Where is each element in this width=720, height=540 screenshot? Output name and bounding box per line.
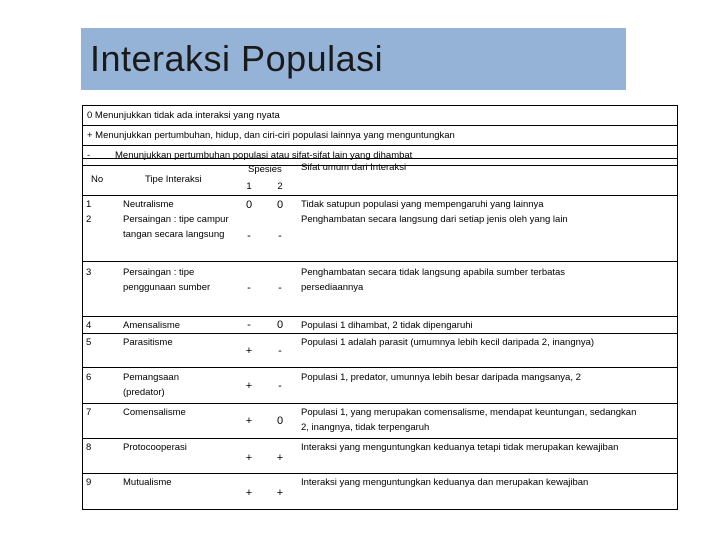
row-tipe: Persaingan : tipe campur tangan secara langsung: [123, 214, 229, 240]
legend-row-plus: [83, 126, 677, 146]
row-species-2: -: [278, 380, 282, 392]
row-tipe: Pemangsaan (predator): [123, 372, 179, 398]
row-species-2: 0: [276, 319, 284, 331]
row-sifat: Tidak satupun populasi yang mempengaruhi yang lainnya: [301, 199, 544, 210]
row-divider: [83, 333, 677, 334]
row-species-1: +: [245, 487, 253, 499]
row-no: 9: [86, 477, 92, 488]
row-species-2: -: [278, 282, 282, 294]
header-species-1: 1: [246, 181, 252, 192]
row-sifat: Penghambatan secara tidak langsung apabila sumber terbatas persediaannya: [301, 267, 566, 293]
row-sifat: Interaksi yang menguntungkan keduanya dan merupakan kewajiban: [301, 477, 589, 488]
row-sifat: Populasi 1 dihambat, 2 tidak dipengaruhi: [301, 320, 473, 331]
header-tipe: Tipe Interaksi: [145, 174, 202, 185]
row-species-1: +: [245, 345, 253, 357]
legend-text: 0 Menunjukkan tidak ada interaksi yang nyata: [87, 110, 280, 121]
row-no: 4: [86, 320, 92, 331]
row-no: 5: [86, 337, 92, 348]
row-tipe: Mutualisme: [123, 477, 172, 488]
row-species-1: 0: [245, 199, 253, 211]
row-species-1: +: [245, 415, 253, 427]
row-tipe: Persaingan : tipe penggunaan sumber: [123, 267, 211, 293]
title-banner: [81, 28, 626, 90]
row-species-1: +: [245, 380, 253, 392]
legend-box: [82, 105, 678, 166]
row-species-2: +: [276, 487, 284, 499]
row-species-2: 0: [276, 199, 284, 211]
legend-text: Menunjukkan pertumbuhan populasi atau sifat-sifat lain yang dihambat: [115, 150, 413, 161]
row-species-2: 0: [276, 415, 284, 427]
legend-row-zero: [83, 106, 677, 126]
row-tipe: Amensalisme: [123, 320, 181, 331]
row-no: 8: [86, 442, 92, 453]
row-species-2: +: [276, 452, 284, 464]
row-divider: [83, 438, 677, 439]
row-divider: [83, 473, 677, 474]
row-species-2: -: [278, 345, 282, 357]
row-divider: [83, 316, 677, 317]
legend-dash: -: [87, 150, 91, 161]
row-species-1: +: [245, 452, 253, 464]
header-divider: [83, 195, 677, 196]
row-tipe: Neutralisme: [123, 199, 174, 210]
row-no: 1: [86, 199, 92, 210]
row-no: 7: [86, 407, 92, 418]
legend-text: + Menunjukkan pertumbuhan, hidup, dan ciri-ciri populasi lainnya yang menguntungkan: [87, 130, 455, 141]
header-sifat: Sifat umum dari Interaksi: [301, 162, 407, 173]
row-no: 3: [86, 267, 92, 278]
row-no: 2: [86, 214, 92, 225]
header-spesies: Spesies: [248, 164, 282, 175]
row-no: 6: [86, 372, 92, 383]
row-tipe: Protocooperasi: [123, 442, 187, 453]
header-no: No: [91, 174, 104, 185]
interaction-table: [82, 158, 678, 510]
row-divider: [83, 261, 677, 262]
row-tipe: Parasitisme: [123, 337, 173, 348]
row-divider: [83, 367, 677, 368]
row-species-1: -: [247, 282, 251, 294]
row-tipe: Comensalisme: [123, 407, 186, 418]
row-sifat: Populasi 1, yang merupakan comensalisme, mendapat keuntungan, sedangkan 2, inangnya, tidak terpengaruh: [301, 407, 637, 433]
row-sifat: Populasi 1, predator, umunnya lebih besar daripada mangsanya, 2: [301, 372, 581, 383]
row-divider: [83, 403, 677, 404]
header-species-2: 2: [277, 181, 283, 192]
row-species-2: -: [278, 230, 282, 242]
page-title: Interaksi Populasi: [90, 38, 384, 79]
row-sifat: Penghambatan secara langsung dari setiap jenis oleh yang lain: [301, 214, 568, 225]
row-species-1: -: [247, 230, 251, 242]
row-sifat: Interaksi yang menguntungkan keduanya tetapi tidak merupakan kewajiban: [301, 442, 619, 453]
row-sifat: Populasi 1 adalah parasit (umumnya lebih kecil daripada 2, inangnya): [301, 337, 595, 348]
row-species-1: -: [247, 319, 251, 331]
